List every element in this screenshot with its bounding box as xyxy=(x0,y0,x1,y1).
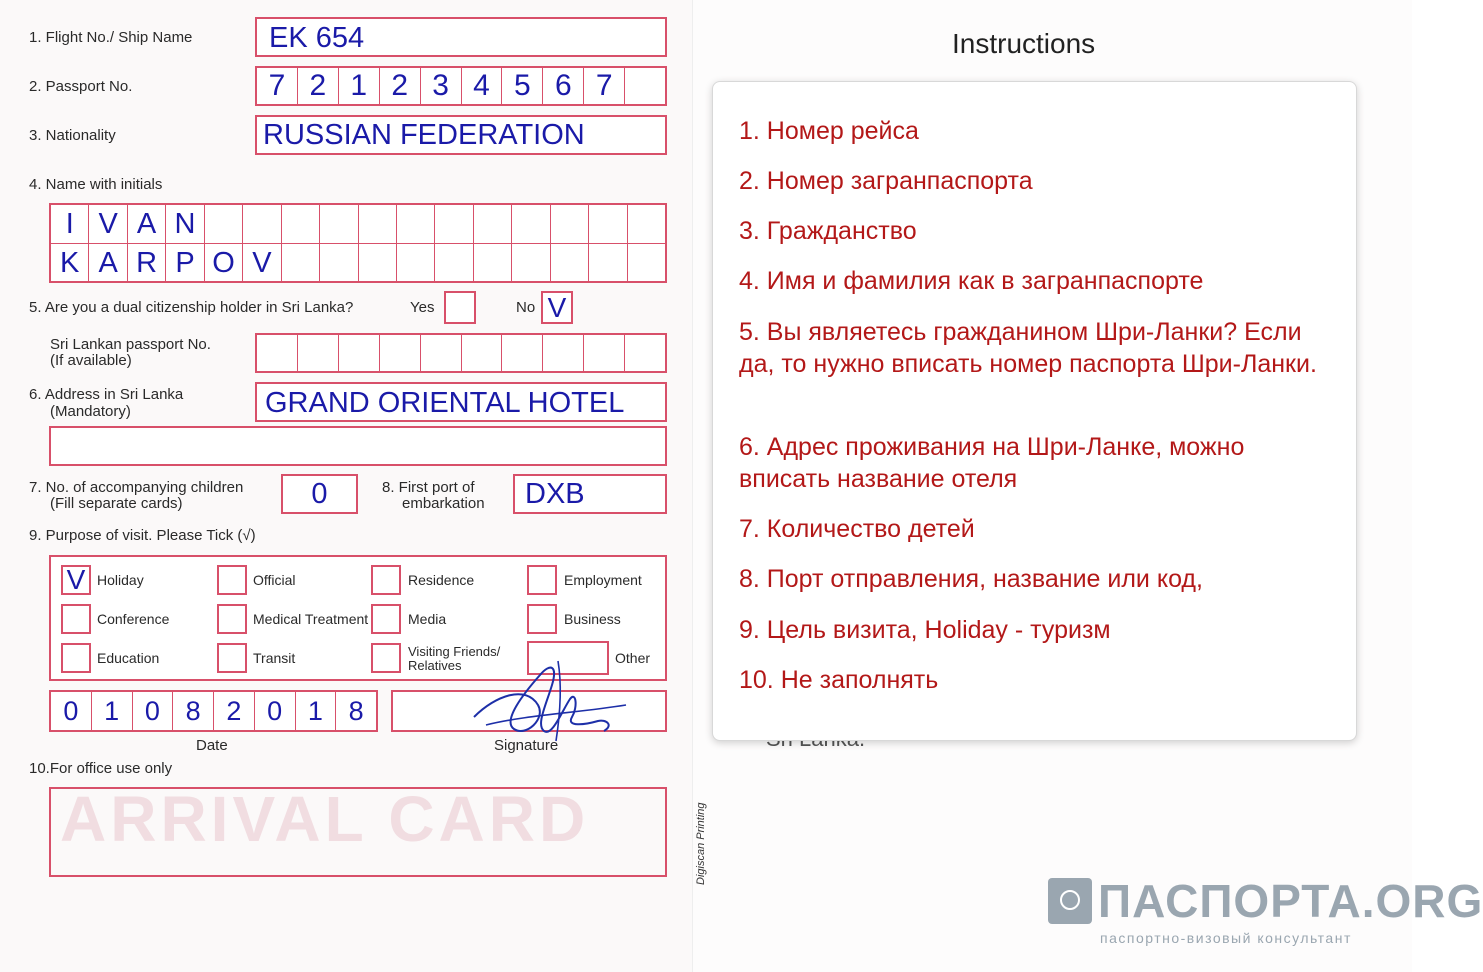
purpose-conference-checkbox[interactable] xyxy=(61,604,91,634)
office-use-field[interactable] xyxy=(49,787,667,877)
purpose-official-checkbox[interactable] xyxy=(217,565,247,595)
name-letter xyxy=(474,205,512,243)
name-letter xyxy=(628,244,665,282)
passport-digit: 5 xyxy=(502,68,543,104)
background-title-text: ARRIVAL CARD xyxy=(60,783,590,855)
sl-passport-digit xyxy=(257,335,298,371)
date-digit: 8 xyxy=(173,692,214,730)
instruction-item: 1. Номер рейса xyxy=(739,117,919,145)
sl-passport-sublabel: (If available) xyxy=(50,352,132,369)
purpose-transit-checkbox[interactable] xyxy=(217,643,247,673)
name-row-first xyxy=(51,205,665,244)
address-field-line2[interactable] xyxy=(49,426,667,466)
name-letter: K xyxy=(51,244,89,282)
date-digit: 1 xyxy=(296,692,337,730)
purpose-residence-checkbox[interactable] xyxy=(371,565,401,595)
nationality-value: RUSSIAN FEDERATION xyxy=(263,119,585,151)
dual-yes-checkbox[interactable] xyxy=(444,291,476,324)
children-label: 7. No. of accompanying children xyxy=(29,479,244,496)
sl-passport-digit xyxy=(584,335,625,371)
purpose-medical-checkbox[interactable] xyxy=(217,604,247,634)
name-letter: A xyxy=(128,205,166,243)
purpose-employment-checkbox[interactable] xyxy=(527,565,557,595)
passport-digit: 2 xyxy=(380,68,421,104)
passport-no-field[interactable] xyxy=(255,66,667,106)
name-letter: N xyxy=(166,205,204,243)
name-letter xyxy=(628,205,665,243)
nationality-label: 3. Nationality xyxy=(29,127,116,144)
purpose-medical-label: Medical Treatment xyxy=(253,611,369,627)
name-letter xyxy=(474,244,512,282)
port-label: 8. First port of xyxy=(382,479,475,496)
address-field-line1[interactable] xyxy=(255,382,667,422)
passport-digit: 7 xyxy=(257,68,298,104)
port-field[interactable] xyxy=(513,474,667,514)
name-letter xyxy=(435,205,473,243)
instruction-item: 8. Порт отправления, название или код, xyxy=(739,565,1203,593)
purpose-employment-label: Employment xyxy=(564,572,642,588)
passport-logo-icon xyxy=(1048,878,1092,924)
port-value: DXB xyxy=(525,478,585,510)
instruction-item: 5. Вы являетесь гражданином Шри-Ланки? Если да, то нужно вписать номер паспорта Шри-Ланки. xyxy=(739,318,1317,378)
date-digit: 2 xyxy=(214,692,255,730)
sl-passport-digit xyxy=(339,335,380,371)
name-letter xyxy=(205,205,243,243)
sl-passport-digit xyxy=(462,335,503,371)
instructions-title: Instructions xyxy=(952,28,1096,59)
passport-digit: 3 xyxy=(421,68,462,104)
passport-digit: 4 xyxy=(462,68,503,104)
purpose-education-label: Education xyxy=(97,650,160,666)
purpose-media-label: Media xyxy=(408,611,447,627)
instruction-item: 7. Количество детей xyxy=(739,515,975,543)
printer-imprint: Digiscan Printing xyxy=(695,802,707,885)
purpose-holiday-label: Holiday xyxy=(97,572,144,588)
purpose-media-checkbox[interactable] xyxy=(371,604,401,634)
passport-digit xyxy=(625,68,665,104)
address-value: GRAND ORIENTAL HOTEL xyxy=(265,387,625,419)
name-letter xyxy=(397,244,435,282)
instruction-item: 4. Имя и фамилия как в загранпаспорте xyxy=(739,267,1204,295)
purpose-visiting-checkbox[interactable] xyxy=(371,643,401,673)
name-letter: P xyxy=(166,244,204,282)
purpose-education-checkbox[interactable] xyxy=(61,643,91,673)
name-letter: I xyxy=(51,205,89,243)
name-row-last xyxy=(51,244,665,282)
sl-passport-digit xyxy=(298,335,339,371)
purpose-other-label: Other xyxy=(615,650,651,666)
name-label: 4. Name with initials xyxy=(29,176,163,193)
instruction-item: 9. Цель визита, Holiday - туризм xyxy=(739,616,1111,644)
watermark-tagline: паспортно-визовый консультант xyxy=(1100,930,1352,946)
signature-label: Signature xyxy=(494,737,559,754)
passport-digit: 2 xyxy=(298,68,339,104)
name-letter xyxy=(512,244,550,282)
purpose-visiting-label: Visiting Friends/ xyxy=(408,644,501,659)
flight-no-value: EK 654 xyxy=(269,22,365,54)
purpose-holiday-checkbox[interactable]: V xyxy=(61,565,91,595)
passport-digit: 6 xyxy=(543,68,584,104)
children-sublabel: (Fill separate cards) xyxy=(50,495,183,512)
watermark-brand: ПАСПОРТА.ORG xyxy=(1098,875,1483,927)
purpose-visiting-label2: Relatives xyxy=(408,658,462,673)
dual-no-label: No xyxy=(516,299,536,316)
name-letter xyxy=(243,205,281,243)
date-digit: 8 xyxy=(348,695,364,726)
sl-passport-digit xyxy=(543,335,584,371)
instruction-item: 3. Гражданство xyxy=(739,217,917,245)
sl-passport-digit xyxy=(421,335,462,371)
address-sublabel: (Mandatory) xyxy=(50,403,131,420)
date-digit: 0 xyxy=(51,692,92,730)
purpose-residence-label: Residence xyxy=(408,572,475,588)
purpose-business-checkbox[interactable] xyxy=(527,604,557,634)
flight-no-field[interactable] xyxy=(255,17,667,57)
passport-digit: 7 xyxy=(584,68,625,104)
name-letter xyxy=(320,244,358,282)
date-field[interactable] xyxy=(49,690,378,732)
name-letter: O xyxy=(205,244,243,282)
sl-passport-digit xyxy=(625,335,665,371)
instruction-item: 10. Не заполнять xyxy=(739,666,939,694)
name-letter: V xyxy=(89,205,127,243)
purpose-official-label: Official xyxy=(253,572,296,588)
name-letter xyxy=(435,244,473,282)
office-use-label: 10.For office use only xyxy=(29,760,173,777)
name-letter: A xyxy=(89,244,127,282)
dual-no-checkbox[interactable]: V xyxy=(541,291,573,324)
name-letter: R xyxy=(128,244,166,282)
name-letter xyxy=(359,244,397,282)
name-letter xyxy=(282,244,320,282)
instruction-item: 2. Номер загранпаспорта xyxy=(739,167,1033,195)
children-value: 0 xyxy=(311,478,328,510)
passport-no-label: 2. Passport No. xyxy=(29,78,133,95)
date-digit: 0 xyxy=(133,692,174,730)
name-letter xyxy=(397,205,435,243)
children-field[interactable] xyxy=(281,474,358,514)
instruction-item: 6. Адрес проживания на Шри-Ланке, можно вписать название отеля xyxy=(739,433,1245,493)
address-label: 6. Address in Sri Lanka xyxy=(29,386,184,403)
purpose-conference-label: Conference xyxy=(97,611,170,627)
nationality-field[interactable] xyxy=(255,115,667,155)
name-field[interactable] xyxy=(49,203,667,283)
sl-passport-digit xyxy=(380,335,421,371)
passport-digit: 1 xyxy=(339,68,380,104)
dual-yes-label: Yes xyxy=(410,299,435,316)
purpose-business-label: Business xyxy=(564,611,621,627)
sl-passport-field[interactable] xyxy=(255,333,667,373)
purpose-transit-label: Transit xyxy=(253,650,296,666)
date-digit: 1 xyxy=(92,692,133,730)
dual-citizenship-label: 5. Are you a dual citizenship holder in Sri Lanka? xyxy=(29,299,354,316)
name-letter xyxy=(282,205,320,243)
date-label: Date xyxy=(196,737,228,754)
name-letter xyxy=(512,205,550,243)
name-letter xyxy=(551,205,589,243)
name-letter xyxy=(551,244,589,282)
name-letter xyxy=(359,205,397,243)
sl-passport-label: Sri Lankan passport No. xyxy=(50,336,211,353)
name-letter xyxy=(320,205,358,243)
name-letter: V xyxy=(243,244,281,282)
date-digit: 0 xyxy=(255,692,296,730)
port-sublabel: embarkation xyxy=(402,495,485,512)
flight-no-label: 1. Flight No./ Ship Name xyxy=(29,29,193,46)
name-letter xyxy=(589,244,627,282)
name-letter xyxy=(589,205,627,243)
purpose-label: 9. Purpose of visit. Please Tick (√) xyxy=(29,527,256,544)
sl-passport-digit xyxy=(502,335,543,371)
